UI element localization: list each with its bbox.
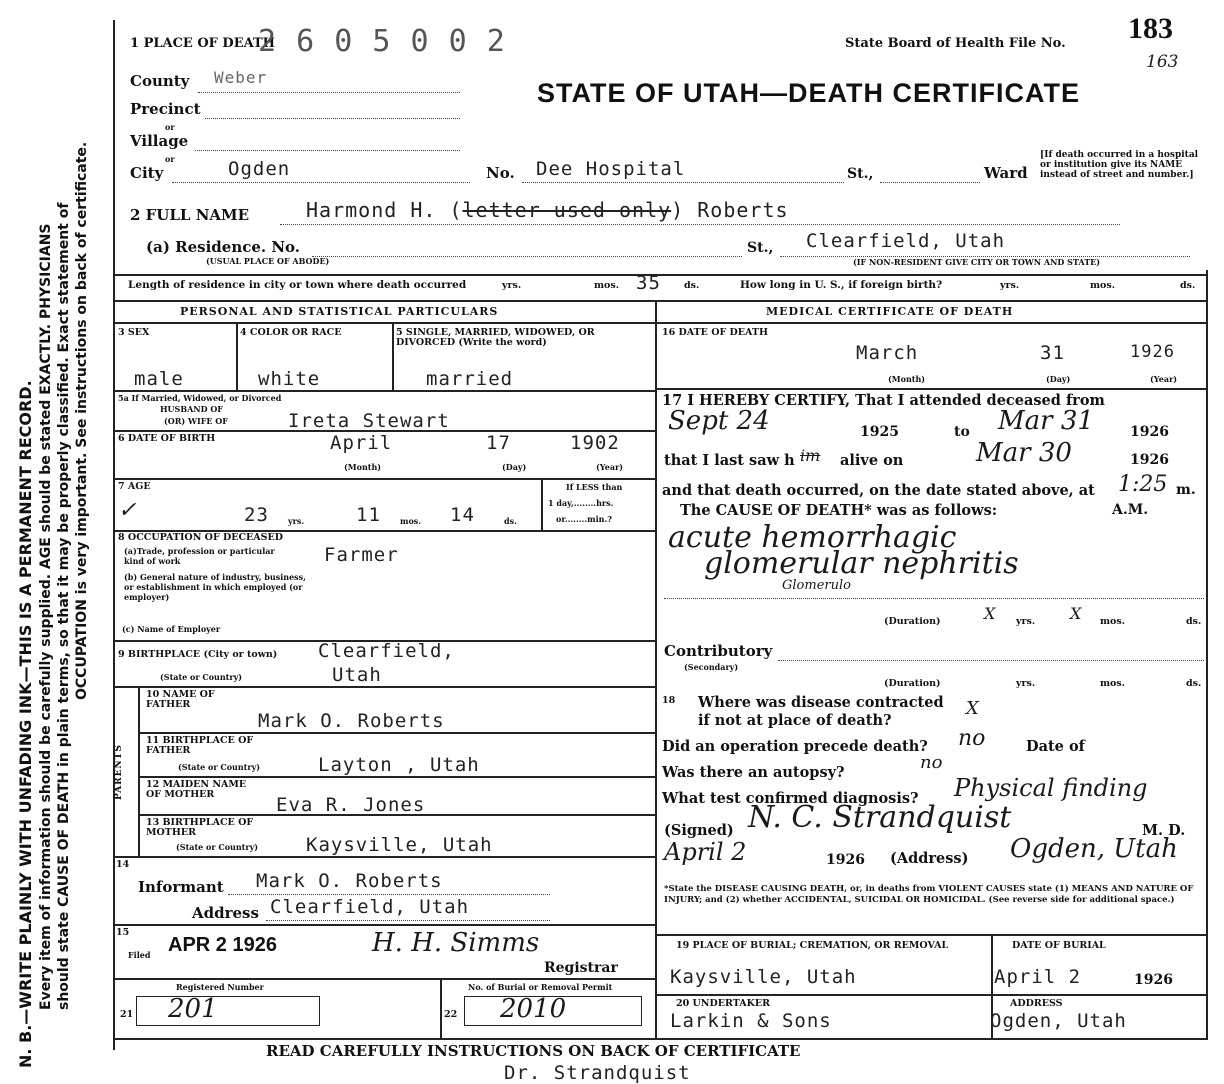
file-number-handwritten: 163: [1146, 52, 1179, 72]
age-label: 7 AGE: [118, 481, 151, 492]
duration-mos: X: [1070, 604, 1082, 623]
rule-bottom: [113, 1038, 1208, 1040]
county-value: Weber: [214, 68, 268, 87]
footer-doctor: Dr. Strandquist: [504, 1062, 691, 1084]
race-value: white: [258, 368, 321, 390]
cause-line-3: Glomerulo: [782, 578, 851, 593]
spouse-value: Ireta Stewart: [288, 410, 450, 432]
attended-from-year: 1925: [860, 424, 899, 440]
file-number: 183: [1128, 12, 1173, 45]
dod-year-label: (Year): [1150, 374, 1178, 384]
rule-dod: [655, 388, 1208, 390]
certificate-title: STATE OF UTAH—DEATH CERTIFICATE: [537, 78, 1080, 108]
no-label: No.: [486, 164, 515, 182]
rule-birthplace: [113, 686, 655, 688]
dob-month: April: [330, 432, 393, 454]
sex-divider-1: [236, 322, 238, 390]
dob-month-label: (Month): [344, 462, 382, 472]
village-label: Village: [130, 132, 189, 150]
last-saw-year: 1926: [1130, 452, 1169, 468]
certificate-number: 2 6 0 5 0 0 2: [258, 24, 506, 59]
cause-note: *State the DISEASE CAUSING DEATH, or, in deaths from VIOLENT CAUSES state (1) MEANS AND NATURE OF INJURY; and (2) whether ACCIDENTAL, SUICIDAL OR HOMICIDAL. (See reverse side for additional space.): [664, 884, 1194, 905]
mos-label: mos.: [594, 280, 620, 291]
or-2: or: [165, 154, 175, 164]
rule-father: [138, 732, 655, 734]
duration-yrs: X: [984, 604, 996, 623]
sign-year: 1926: [826, 852, 865, 868]
birthplace-state-label: (State or Country): [160, 672, 243, 682]
us-label: How long in U. S., if foreign birth?: [740, 279, 943, 291]
residence-st-label: St.,: [747, 240, 774, 256]
certify-label: 17 I HEREBY CERTIFY, That I attended deceased from: [662, 392, 1105, 409]
sex-divider-2: [392, 322, 394, 390]
less-label-b: 1 day,........hrs.: [548, 498, 614, 508]
occupation-a: (a)Trade, profession or particular kind of work: [124, 546, 275, 566]
undertaker-address: Ogden, Utah: [990, 1010, 1127, 1032]
medical-heading: MEDICAL CERTIFICATE OF DEATH: [766, 305, 1014, 318]
file-number-label: State Board of Health File No.: [845, 36, 1066, 51]
age-years: 23: [244, 504, 269, 526]
burial-year-value: 1926: [1134, 972, 1173, 988]
us-yrs: yrs.: [1000, 280, 1020, 291]
spouse-label-b: HUSBAND OF: [160, 404, 223, 414]
father-label: 10 NAME OF FATHER: [146, 689, 215, 710]
attended-from: Sept 24: [668, 406, 770, 436]
name-struck: letter used only: [462, 198, 672, 222]
birthplace-city: Clearfield,: [318, 640, 455, 662]
place-of-death-label: 1 PLACE OF DEATH: [130, 36, 275, 51]
contributory-label: Contributory: [664, 642, 773, 660]
date-of-label: Date of: [1026, 738, 1085, 755]
item-18: 18: [662, 695, 676, 706]
duration-2-yrs: yrs.: [1016, 678, 1036, 689]
reg-divider: [440, 978, 442, 1040]
informant-label: Informant: [138, 878, 224, 896]
dob-label: 6 DATE OF BIRTH: [118, 433, 216, 444]
registered-number-label: Registered Number: [176, 982, 264, 992]
dob-year: 1902: [570, 432, 620, 454]
frame-right: [1206, 270, 1208, 1040]
item-21: 21: [120, 1009, 134, 1020]
test-value: Physical finding: [954, 774, 1148, 802]
rule-fbirth: [138, 776, 655, 778]
burial-permit-value: 2010: [500, 994, 567, 1024]
spouse-label-c: (OR) WIFE OF: [164, 416, 228, 426]
residence-label: (a) Residence. No.: [146, 238, 301, 256]
spouse-label-a: 5a If Married, Widowed, or Divorced: [118, 393, 282, 403]
margin-line-4: OCCUPATION is very important. See instructions on back of certificate.: [74, 141, 90, 700]
age-yrs-label: yrs.: [288, 516, 305, 526]
duration-yrs-label: yrs.: [1016, 616, 1036, 627]
left-margin-instructions: [0, 0, 110, 1078]
dod-year: 1926: [1130, 342, 1175, 362]
us-ds: ds.: [1180, 280, 1196, 291]
burial-date-label: DATE OF BURIAL: [1012, 940, 1106, 951]
status-value: married: [426, 368, 514, 390]
birthplace-state: Utah: [332, 664, 382, 686]
county-label: County: [130, 72, 190, 90]
instructions-footer: READ CAREFULLY INSTRUCTIONS ON BACK OF CERTIFICATE: [266, 1042, 801, 1060]
ds-label: ds.: [684, 280, 700, 291]
employer-label: (c) Name of Employer: [122, 624, 221, 634]
duration-ds-label: ds.: [1186, 616, 1202, 627]
item-14: 14: [116, 859, 130, 870]
full-name-value: [306, 198, 789, 222]
city-label: City: [130, 164, 164, 182]
parents-side-label: PARENTS: [114, 744, 124, 800]
autopsy-label: Was there an autopsy?: [662, 764, 845, 781]
mother-birth-value: Kaysville, Utah: [306, 834, 493, 856]
age-days: 14: [450, 504, 475, 526]
margin-line-2: Every item of information should be carefully supplied. AGE should be stated EXACTLY. PHYSICIANS: [38, 223, 54, 1010]
name-last: ) Roberts: [671, 198, 789, 222]
signed-label: (Signed): [664, 822, 734, 839]
test-label: What test confirmed diagnosis?: [662, 790, 919, 807]
rule-informant: [113, 924, 655, 926]
cause-line-2: glomerular nephritis: [704, 546, 1019, 581]
cause-label: The CAUSE OF DEATH* was as follows:: [680, 502, 998, 519]
cause-line-1: acute hemorrhagic: [668, 520, 957, 555]
or-1: or: [165, 122, 175, 132]
dod-day: 31: [1040, 342, 1065, 364]
rule-burial: [655, 994, 1208, 996]
length-residence-label: Length of residence in city or town where death occurred: [128, 279, 467, 291]
mother-birth-state-label: (State or Country): [176, 842, 259, 852]
us-mos: mos.: [1090, 280, 1116, 291]
item-22: 22: [444, 1009, 458, 1020]
operation-value: no: [958, 726, 986, 751]
mother-label: 12 MAIDEN NAME OF MOTHER: [146, 779, 247, 800]
personal-heading: PERSONAL AND STATISTICAL PARTICULARS: [180, 305, 499, 318]
undertaker-address-label: ADDRESS: [1010, 998, 1063, 1009]
operation-label: Did an operation precede death?: [662, 738, 928, 755]
nonresident-note: (IF NON-RESIDENT GIVE CITY OR TOWN AND STATE): [853, 257, 1101, 267]
yrs-label: yrs.: [502, 280, 522, 291]
ward-note: [If death occurred in a hospital or institution give its NAME instead of street and number.]: [1040, 150, 1199, 180]
where-contracted-a: Where was disease contracted: [698, 694, 944, 711]
father-birth-label: 11 BIRTHPLACE OF FATHER: [146, 735, 254, 756]
city-value: Ogden: [228, 158, 291, 180]
name-first: Harmond H. (: [306, 198, 463, 222]
frame-left: [113, 20, 115, 1050]
md-label: M. D.: [1142, 822, 1186, 839]
burial-permit-label: No. of Burial or Removal Permit: [468, 982, 613, 992]
race-label: 4 COLOR OR RACE: [240, 327, 342, 338]
attended-to-year: 1926: [1130, 424, 1169, 440]
filed-label: Filed: [128, 950, 151, 960]
occupation-b: (b) General nature of industry, business, or establishment in which employed (or employer): [124, 572, 306, 602]
informant-address: Clearfield, Utah: [270, 896, 470, 918]
dob-day-label: (Day): [502, 462, 527, 472]
duration-2-mos: mos.: [1100, 678, 1126, 689]
sign-date: April 2: [664, 838, 747, 866]
father-birth-state-label: (State or Country): [178, 762, 261, 772]
item-15: 15: [116, 927, 130, 938]
registered-number-box: [136, 996, 320, 1026]
precinct-label: Precinct: [130, 100, 201, 118]
last-saw-label: that I last saw h: [664, 452, 795, 469]
dob-year-label: (Year): [596, 462, 624, 472]
residence-sub: (USUAL PLACE OF ABODE): [206, 256, 330, 266]
burial-place-label: 19 PLACE OF BURIAL; CREMATION, OR REMOVAL: [676, 940, 949, 951]
filed-date: APR 2 1926: [168, 934, 277, 956]
age-check: ✓: [118, 498, 137, 523]
cause-am: A.M.: [1112, 502, 1149, 518]
age-mos-label: mos.: [400, 516, 422, 526]
st-label: St.,: [847, 166, 874, 182]
full-name-label: 2 FULL NAME: [130, 206, 250, 224]
rule-mbirth: [113, 856, 655, 858]
dod-label: 16 DATE OF DEATH: [662, 327, 768, 338]
age-ds-label: ds.: [504, 516, 517, 526]
death-time-m: m.: [1176, 482, 1196, 498]
occupation-label: 8 OCCUPATION OF DECEASED: [118, 532, 284, 543]
duration-mos-label: mos.: [1100, 616, 1126, 627]
dod-month: March: [856, 342, 919, 364]
duration-label-2: (Duration): [884, 678, 941, 689]
length-days-value: 35: [636, 272, 661, 294]
last-saw-him: im: [800, 446, 821, 465]
death-time: 1:25: [1118, 472, 1168, 497]
rule-under-length: [113, 300, 1208, 302]
informant-address-label: Address: [192, 904, 259, 922]
undertaker-value: Larkin & Sons: [670, 1010, 832, 1032]
mother-birth-label: 13 BIRTHPLACE OF MOTHER: [146, 817, 254, 838]
margin-line-1: N. B.—WRITE PLAINLY WITH UNFADING INK—THIS IS A PERMANENT RECORD.: [16, 380, 35, 1068]
status-label: 5 SINGLE, MARRIED, WIDOWED, OR DIVORCED (Write the word): [396, 327, 595, 348]
burial-place-value: Kaysville, Utah: [670, 966, 857, 988]
attended-to-label: to: [954, 424, 970, 440]
physician-address-label: (Address): [890, 850, 969, 867]
rule-filed: [113, 978, 655, 980]
undertaker-label: 20 UNDERTAKER: [676, 998, 771, 1009]
duration-2-ds: ds.: [1186, 678, 1202, 689]
registrar-label: Registrar: [544, 960, 618, 976]
parents-left-rule: [138, 686, 140, 856]
residence-city-value: Clearfield, Utah: [806, 230, 1006, 252]
birthplace-label: 9 BIRTHPLACE (City or town): [118, 649, 278, 660]
father-value: Mark O. Roberts: [258, 710, 445, 732]
rule-sex-row: [113, 390, 655, 392]
hospital-value: Dee Hospital: [536, 158, 686, 180]
informant-value: Mark O. Roberts: [256, 870, 443, 892]
occurred-label: and that death occurred, on the date stated above, at: [662, 482, 1095, 499]
alive-on-label: alive on: [840, 452, 904, 469]
sex-value: male: [134, 368, 184, 390]
physician-signature: N. C. Strandquist: [748, 800, 1012, 835]
duration-label-1: (Duration): [884, 616, 941, 627]
rule-dob: [113, 478, 655, 480]
dod-month-label: (Month): [888, 374, 926, 384]
ward-label: Ward: [984, 164, 1028, 182]
physician-address: Ogden, Utah: [1010, 834, 1178, 864]
margin-line-3: should state CAUSE OF DEATH in plain terms, so that it may be properly classified. Exact statement of: [56, 202, 72, 1010]
less-label-a: If LESS than: [566, 482, 623, 492]
less-label-c: or........min.?: [556, 514, 612, 524]
rule-under-headings: [113, 322, 1208, 324]
father-birth-value: Layton , Utah: [318, 754, 480, 776]
age-months: 11: [356, 504, 381, 526]
sex-label: 3 SEX: [118, 327, 150, 338]
dod-day-label: (Day): [1046, 374, 1071, 384]
registrar-signature: H. H. Simms: [372, 928, 540, 958]
where-contracted-b: if not at place of death?: [698, 712, 892, 729]
attended-to: Mar 31: [998, 406, 1094, 436]
occupation-value: Farmer: [324, 544, 399, 566]
last-saw-date: Mar 30: [976, 438, 1072, 468]
mother-value: Eva R. Jones: [276, 794, 426, 816]
secondary-label: (Secondary): [684, 662, 739, 672]
where-contracted-value: X: [966, 698, 979, 719]
autopsy-value: no: [920, 752, 943, 773]
column-divider: [655, 300, 657, 1040]
burial-date-value: April 2: [994, 966, 1082, 988]
rule-medical-bottom: [655, 934, 1208, 936]
dob-day: 17: [486, 432, 511, 454]
registered-number-value: 201: [168, 994, 218, 1024]
less-box-divider: [541, 478, 543, 530]
